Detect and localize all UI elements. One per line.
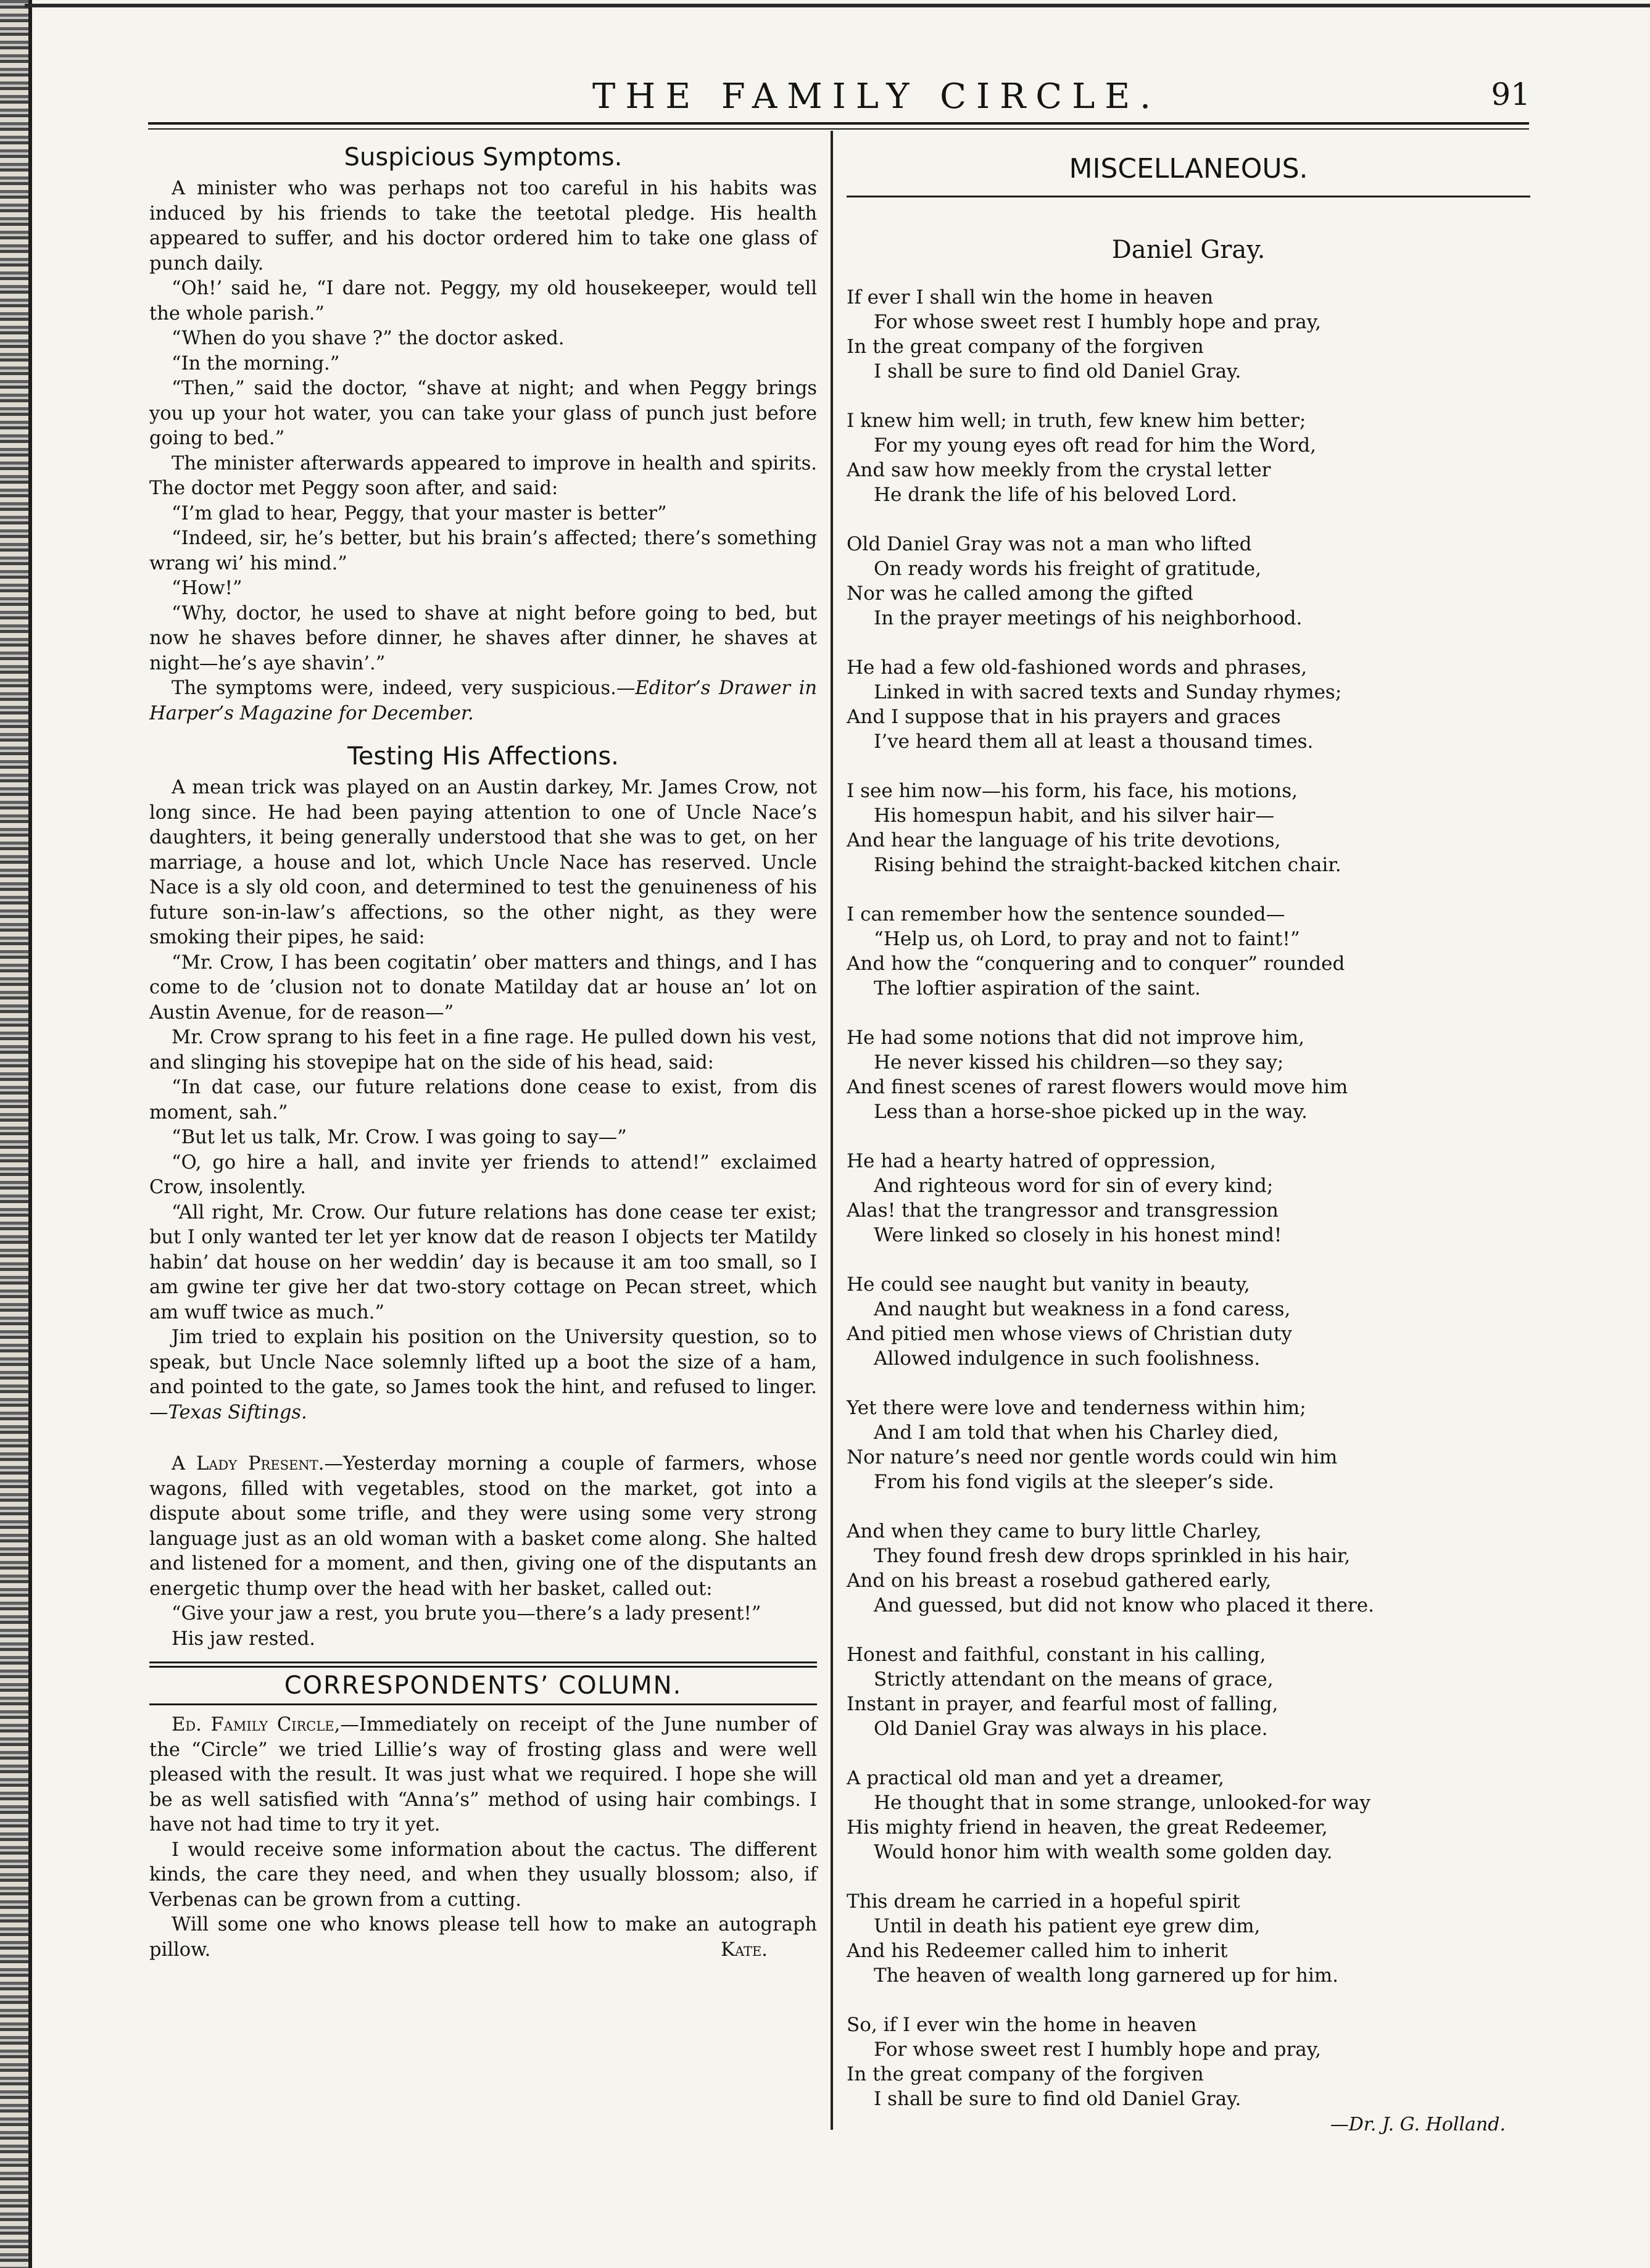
poem-line: And finest scenes of rarest flowers would move him [847,1076,1348,1098]
article-body [149,776,817,1425]
stanza [847,1766,1530,1864]
stanza [847,1519,1530,1618]
poem-line: In the great company of the forgiven [847,336,1204,358]
stanza [847,2013,1530,2111]
running-title: THE FAMILY CIRCLE. [592,77,1161,117]
paragraph: “Oh!’ said he, “I dare not. Peggy, my old housekeeper, would tell the whole parish.” [149,278,817,325]
poem-line: I’ve heard them all at least a thousand times. [874,730,1314,753]
article-lady-present [149,1452,817,1652]
section-rule [149,1703,817,1705]
paragraph: “All right, Mr. Crow. Our future relations has done cease ter exist; but I only wanted ter let yer know dat de reason I objects ter Matildy habin’ dat house on her weddin’ day is because it am too small, so I am gwine ter give her dat two-story cottage on Pecan street, which am wuff twice as much.” [149,1201,817,1323]
poem-line: And his Redeemer called him to inherit [847,1940,1228,1962]
closing-paragraph [149,1325,817,1425]
poem-credit: —Dr. J. G. Holland. [1330,2114,1506,2135]
poem-line: Instant in prayer, and fearful most of falling, [847,1693,1279,1715]
top-border-rule [25,4,1650,7]
poem-line: I see him now—his form, his face, his motions, [847,780,1298,802]
paragraph: “When do you shave ?” the doctor asked. [172,328,565,349]
source-credit: Texas Siftings. [168,1401,307,1423]
column-body [149,1713,817,1963]
poem-line: And righteous word for sin of every kind; [874,1175,1274,1197]
poem-line: In the prayer meetings of his neighborhood. [874,607,1303,629]
poem-line: A practical old man and yet a dreamer, [847,1767,1224,1789]
poem-line: On ready words his freight of gratitude, [874,558,1262,580]
poem-line: Would honor him with wealth some golden day. [874,1841,1333,1863]
poem-line: And I am told that when his Charley died, [874,1422,1279,1444]
poem-line: From his fond vigils at the sleeper’s side. [874,1471,1274,1493]
poem-line: His mighty friend in heaven, the great Redeemer, [847,1816,1328,1839]
poem-line: I shall be sure to find old Daniel Gray. [874,2088,1242,2110]
poem-line: Yet there were love and tenderness within him; [847,1397,1306,1419]
stanza [847,1149,1530,1248]
binding-edge [0,0,28,2268]
lead-in: Ed. Family Circle, [172,1714,341,1736]
paragraph: I would receive some information about the cactus. The different kinds, the care they need, and when they usually blossom; also, if Verbenas can be grown from a cutting. [149,1839,817,1911]
poem-line: Nor was he called among the gifted [847,582,1193,605]
paragraph: “Give your jaw a rest, you brute you—there’s a lady present!” [172,1603,761,1624]
poem-line: I shall be sure to find old Daniel Gray. [874,360,1242,383]
margin-rule [28,0,32,2268]
poem-line: He could see naught but vanity in beauty, [847,1273,1250,1296]
paragraph: “O, go hire a hall, and invite yer friends to attend!” exclaimed Crow, insolently. [149,1151,817,1198]
poem-line: Less than a horse-shoe picked up in the way. [874,1101,1308,1123]
article-body [149,176,817,726]
header-rule [148,122,1529,125]
stanza [847,408,1530,507]
stanza [847,655,1530,754]
paragraph: Mr. Crow sprang to his feet in a fine rage. He pulled down his vest, and slinging his stovepipe hat on the side of his head, said: [149,1027,817,1074]
paragraph: “Why, doctor, he used to shave at night before going to bed, but now he shaves before dinner, he shaves after dinner, he shaves at night—he’s aye shavin’.” [149,602,817,674]
poem-line: “Help us, oh Lord, to pray and not to faint!” [874,928,1300,950]
lead-paragraph-text: —Yesterday morning a couple of farmers, whose wagons, filled with vegetables, stood on the market, got into a dispute about some trifle, and they were using some very strong language just as an old woman with a basket come along. She halted and listened for a moment, and then, giving one of the disputants an energetic thump over the head with her basket, called out: [149,1453,817,1600]
poem-line: His homespun habit, and his silver hair— [874,805,1275,827]
poem-line: And saw how meekly from the crystal letter [847,459,1271,481]
column-divider [831,131,833,2130]
correspondents-column [149,1671,817,1963]
poem-line: And when they came to bury little Charley, [847,1520,1262,1542]
poem-line: He never kissed his children—so they say; [874,1051,1284,1074]
header-rule [148,128,1529,130]
poem-line: Allowed indulgence in such foolishness. [874,1347,1261,1370]
closing-paragraph [149,676,817,726]
poem-line: And on his breast a rosebud gathered early, [847,1570,1272,1592]
paragraph: His jaw rested. [172,1628,315,1650]
paragraph: “Indeed, sir, he’s better, but his brain’s affected; there’s something wrang wi’ his mind.” [149,528,817,574]
poem-line: And guessed, but did not know who placed it there. [874,1594,1374,1616]
poem-line: And naught but weakness in a fond caress, [874,1298,1291,1320]
poem-line: Nor nature’s need nor gentle words could win him [847,1446,1338,1468]
paragraph: “Mr. Crow, I has been cogitatin’ ober matters and things, and I has come to de ’clusion not to donate Matilday dat ar house an’ lot on Austin Avenue, for de reason—” [149,951,817,1024]
article-body [149,1452,817,1652]
paragraph [149,1452,817,1602]
poem-line: And pitied men whose views of Christian duty [847,1323,1292,1345]
poem-line: He drank the life of his beloved Lord. [874,484,1237,506]
poem-line: And hear the language of his trite devotions, [847,829,1281,851]
stanza [847,1889,1530,1988]
poem-line: Rising behind the straight-backed kitchen chair. [874,854,1341,876]
poem-line: Strictly attendant on the means of grace, [874,1668,1274,1691]
paragraph: “But let us talk, Mr. Crow. I was going to say—” [172,1127,627,1148]
stanza [847,532,1530,631]
stanza [847,1642,1530,1741]
closing-text: Jim tried to explain his position on the University question, so to speak, but Uncle Nace solemnly lifted up a boot the size of a ham, and pointed to the gate, so James took the hint, and refused to linger.— [149,1326,817,1423]
section-rule [149,1666,817,1668]
poem-line: For whose sweet rest I humbly hope and pray, [874,2038,1322,2061]
stanza [847,902,1530,1001]
poem-line: And how the “conquering and to conquer” rounded [847,953,1345,975]
paragraph: “In dat case, our future relations done cease to exist, from dis moment, sah.” [149,1077,817,1124]
article-testing-his-affections [149,742,817,1425]
right-column [847,135,1530,2135]
poem-line: The heaven of wealth long garnered up for him. [874,1964,1339,1987]
poem-line: I can remember how the sentence sounded— [847,903,1285,925]
poem-line: For my young eyes oft read for him the Word, [874,434,1316,457]
stanza [847,1272,1530,1371]
paragraph [149,1713,817,1838]
section-title: CORRESPONDENTS’ COLUMN. [284,1671,682,1700]
poem-line: Alas! that the trangressor and transgression [847,1199,1279,1222]
article-title: Suspicious Symptoms. [344,143,623,172]
lead-in: A Lady Present. [172,1453,325,1475]
poem-line: And I suppose that in his prayers and graces [847,706,1281,728]
paragraph: The minister afterwards appeared to improve in health and spirits. The doctor met Peggy soon after, and said: [149,452,817,499]
paragraph: “I’m glad to hear, Peggy, that your master is better” [172,502,667,524]
lead-paragraph-text: —Immediately on receipt of the June number of the “Circle” we tried Lillie’s way of frosting glass and were well pleased with the result. It was just what we required. I hope she will be as well satisfied with “Anna’s” method of using hair combings. I have not had time to try it yet. [149,1714,817,1836]
stanza [847,1396,1530,1494]
paragraph: “How!” [172,577,243,599]
paragraph: “In the morning.” [172,352,340,375]
poem-line: He had a hearty hatred of oppression, [847,1150,1216,1172]
poem-line: He thought that in some strange, unlooked-for way [874,1792,1371,1814]
section-rule [149,1662,817,1663]
closing-text: The symptoms were, indeed, very suspicious.— [172,677,636,699]
poem-line: Linked in with sacred texts and Sunday rhymes; [874,681,1342,703]
poem-line: For whose sweet rest I humbly hope and pray, [874,311,1322,333]
poem-line: Honest and faithful, constant in his calling, [847,1644,1266,1666]
poem-line: In the great company of the forgiven [847,2063,1204,2085]
poem-line: He had some notions that did not improve him, [847,1027,1305,1049]
poem-line: If ever I shall win the home in heaven [847,286,1214,308]
poem-line: This dream he carried in a hopeful spirit [847,1890,1240,1913]
poem-line: The loftier aspiration of the saint. [874,977,1201,999]
poem-line: They found fresh dew drops sprinkled in his hair, [874,1545,1351,1567]
left-column [149,135,817,1963]
page-header [148,69,1530,118]
signature: Kate. [721,1939,768,1961]
stanza [847,285,1530,384]
closing-text: Will some one who knows please tell how to make an autograph pillow. [149,1914,817,1961]
section-title: MISCELLANEOUS. [1069,153,1308,184]
poem-line: Until in death his patient eye grew dim, [874,1915,1261,1937]
article-title: Testing His Affections. [347,742,619,771]
article-suspicious-symptoms [149,143,817,726]
stanza [847,779,1530,877]
poem-line: Were linked so closely in his honest mind! [874,1224,1282,1246]
poem [847,285,1530,2111]
poem-line: Old Daniel Gray was not a man who lifted [847,533,1252,555]
source-credit: Editor’s Drawer in Harper’s Magazine for December. [149,677,817,724]
stanza [847,1025,1530,1124]
miscellaneous-header [847,135,1530,197]
paragraph: A mean trick was played on an Austin darkey, Mr. James Crow, not long since. He had been paying attention to one of Uncle Nace’s daughters, it being generally understood that she was to get, on her marriage, a house and lot, which Uncle Nace has reserved. Uncle Nace is a sly old coon, and determined to test the genuineness of his future son-in-law’s affections, so the other night, as they were smoking their pipes, he said: [149,777,817,948]
paragraph [149,1913,817,1963]
poem-line: So, if I ever win the home in heaven [847,2014,1197,2036]
poem-title: Daniel Gray. [1111,236,1266,264]
page-number: 91 [1491,77,1530,112]
paragraph: “Then,” said the doctor, “shave at night; and when Peggy brings you up your hot water, you can take your glass of punch just before going to bed.” [149,378,817,449]
poem-line: Old Daniel Gray was always in his place. [874,1718,1268,1740]
paragraph: A minister who was perhaps not too careful in his habits was induced by his friends to take the teetotal pledge. His health appeared to suffer, and his doctor ordered him to take one glass of punch daily. [149,178,817,275]
poem-line: He had a few old-fashioned words and phrases, [847,656,1308,679]
poem-line: I knew him well; in truth, few knew him better; [847,410,1306,432]
